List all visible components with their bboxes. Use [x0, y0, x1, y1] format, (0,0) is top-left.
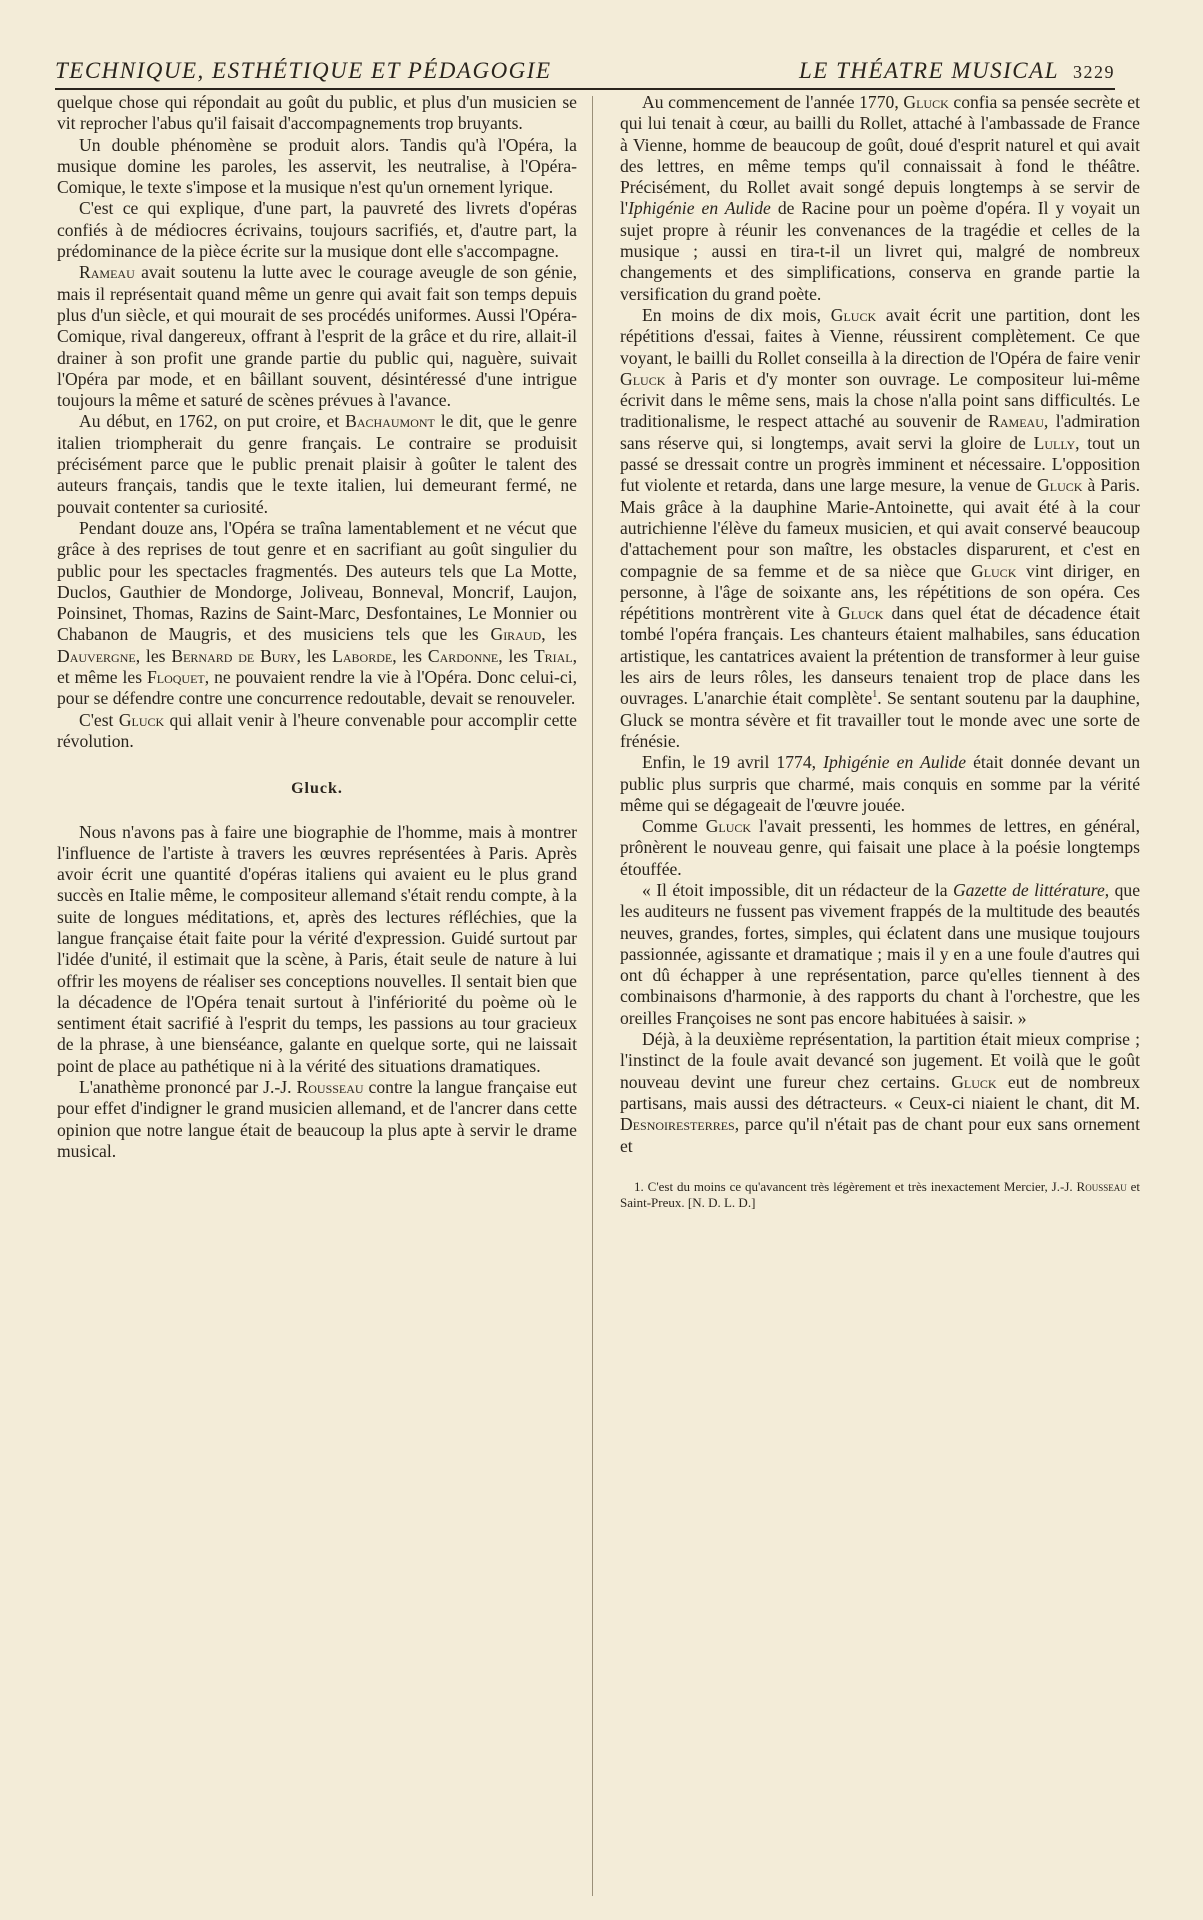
person-name: Laborde — [332, 645, 393, 666]
paragraph-text: Pendant douze ans, l'Opéra se traîna lamentablement et ne vécut que grâce à des reprises de tout genre et en sacrifiant au goût singulier du public pour les spectacles fragmentés. Des auteurs tels que La Motte, Duclos, Gauthier de Mondorge, Joliveau, Bonneval, Moncrif, Laujon, Poinsinet, Thomas, Razins de Saint-Marc, Desfontaines, Le Monnier ou Chabanon de Maugris, et des musiciens tels que les — [57, 517, 577, 645]
paragraph-text: à Paris et d'y monter son ouvrage. Le compositeur lui-même écrivit dans le même sens, mais la chose n'alla point sans difficultés. Le traditionalisme, le respect attaché au souvenir de — [620, 368, 1140, 432]
paragraph: Nous n'avons pas à faire une biographie de l'homme, mais à montrer l'influence de l'artiste à travers les œuvres représentées à Paris. Après avoir écrit une quantité d'opéras italiens qui avaient eu le plus grand succès en Italie même, le compositeur allemand s'était rendu compte, à la suite de longues méditations, et, après des lectures réfléchies, que la langue française était faite pour la vérité d'expression. Guidé surtout par l'idée d'unité, il estimait que la scène, à Paris, était seule de nature à lui offrir les moyens de réaliser ses conceptions nouvelles. Il sentait bien que la décadence de l'Opéra tenait surtout à l'infériorité du poème où le sentiment était sacrifié à l'esprit du temps, les passions au tour gracieux de la phrase, à une bienséance, galante en quelque sorte, qui ne laissait point de place au pathétique ni à la vérité des situations dramatiques. — [57, 821, 577, 1076]
paragraph-text: l'avait pressenti, les hommes de lettres, en général, prônèrent le nouveau genre, qui faisait une place à la poésie longtemps étouffée. — [620, 816, 1140, 879]
person-name: Rousseau — [296, 1077, 364, 1098]
paragraph-text: , les — [541, 624, 577, 645]
paragraph: quelque chose qui répondait au goût du public, et plus d'un musicien se vit reprocher l'abus qu'il faisait d'accompagnements trop bruyants. — [57, 92, 577, 134]
paragraph-text: Comme — [642, 816, 706, 837]
paragraph: Un double phénomène se produit alors. Tandis qu'à l'Opéra, la musique domine les paroles, les asservit, les neutralise, à l'Opéra-Comique, le texte s'impose et la musique n'est qu'un ornement lyrique. — [57, 134, 577, 198]
person-name: Gluck — [830, 304, 877, 325]
person-name: Gluck — [1037, 475, 1083, 496]
paragraph-text: . Se sentant soutenu par la dauphine, Gluck se montra sévère et fit travailler tout le monde avec une sorte de frénésie. — [620, 688, 1140, 751]
paragraph-text: Au commencement de l'année 1770, — [642, 92, 904, 112]
paragraph — [57, 710, 577, 753]
person-name: Desnoiresterres — [620, 1114, 735, 1135]
column-divider — [592, 96, 593, 1896]
paragraph-text: Au début, en 1762, on put croire, et — [79, 411, 346, 432]
section-heading: Gluck. — [291, 780, 343, 798]
person-name: Gluck — [118, 709, 165, 730]
paragraph-text: à Paris. Mais grâce à la dauphine Marie-Antoinette, qui avait été à la cour autrichienne l'élève du fameux musicien, et qui avait conservé beaucoup d'attachement pour son maître, les obstacles disparurent, et c'est en compagnie de sa femme et de sa nièce que — [620, 475, 1140, 581]
header-rule — [55, 88, 1115, 90]
paragraph-text: C'est — [79, 709, 119, 730]
paragraph-text: , les — [498, 645, 534, 666]
person-name: Gluck — [970, 560, 1017, 581]
left-column — [57, 92, 577, 1162]
paragraph-text: était donnée devant un public plus surpris que charmé, mais conquis en somme par la vérité même qui se dégageait de l'œuvre jouée. — [620, 752, 1141, 815]
paragraph — [620, 1029, 1140, 1157]
person-name: Gluck — [951, 1071, 997, 1092]
footnote-marker[interactable]: 1 — [872, 689, 878, 701]
person-name: Gluck — [620, 368, 666, 389]
paragraph — [620, 92, 1140, 305]
paragraph-text: , parce qu'il n'était pas de chant pour eux sans ornement et — [620, 1114, 1140, 1156]
paragraph-text: , les — [296, 645, 333, 666]
paragraph-text: contre la langue française eut pour effet d'indigner le grand musicien allemand, et de l'ancrer dans cette opinion que notre langue était de beaucoup la plus apte à servir le drame musical. — [57, 1077, 577, 1161]
paragraph — [620, 305, 1140, 752]
paragraph: C'est ce qui explique, d'une part, la pauvreté des livrets d'opéras confiés à de médiocres écrivains, toujours sacrifiés, et, d'autre part, la prédominance de la pièce écrite sur la musique dont elle s'accompagne. — [57, 198, 577, 262]
person-name: Gluck — [903, 92, 949, 112]
paragraph — [57, 411, 577, 517]
person-name: Bachaumont — [345, 411, 435, 432]
header-right-text: LE THÉATRE MUSICAL — [799, 58, 1059, 83]
paragraph-text: L'anathème prononcé par J.-J. — [79, 1077, 297, 1098]
person-name: Lully — [1033, 432, 1076, 453]
footnote-text: et Saint-Preux. [N. D. L. D.] — [620, 1178, 1140, 1210]
person-name: Rameau — [988, 411, 1044, 432]
paragraph — [57, 1077, 577, 1162]
header-left-title: TECHNIQUE, ESTHÉTIQUE ET PÉDAGOGIE — [55, 58, 552, 83]
paragraph-text: , ne pouvaient rendre la vie à l'Opéra. Donc celui-ci, pour se défendre contre une concurrence redoutable, devait se renouveler. — [57, 667, 577, 709]
paragraph-text: , les — [135, 645, 172, 666]
paragraph — [57, 518, 577, 710]
paragraph-text: , l'admiration sans réserve qui, si longtemps, avait servi la gloire de — [620, 411, 1140, 453]
paragraph-text: vint diriger, en personne, à l'âge de soixante ans, les répétitions de son opéra. Ces répétitions montrèrent vite à — [620, 560, 1140, 624]
person-name: Cardonne — [427, 645, 499, 666]
paragraph-text: avait soutenu la lutte avec le courage aveugle de son génie, mais il représentait quand même un genre qui avait fait son temps depuis plus d'un siècle, et qui mourait de ses procédés uniformes. Aussi l'Opéra-Comique, rival dangereux, offrant à l'esprit de la grâce et du rire, allait-il drainer à son profit une grande partie du public qui, naguère, suivait l'Opéra par mode, et en bâillant souvent, désintéressé d'une intrigue toujours la même et saturé de scènes prévues à l'avance. — [57, 262, 577, 411]
paragraph — [57, 262, 577, 411]
paragraph-text: , les — [392, 645, 428, 666]
paragraph-text: Déjà, à la deuxième représentation, la partition était mieux comprise ; l'instinct de la foule avait devancé son jugement. Et voilà que le goût nouveau devint une fureur chez certains. — [620, 1029, 1140, 1092]
person-name: Rameau — [79, 262, 135, 283]
running-header — [55, 58, 1115, 88]
right-column — [620, 92, 1140, 1211]
paragraph-text: En moins de dix mois, — [642, 304, 831, 325]
paragraph-text: confia sa pensée secrète et qui lui tenait à cœur, au bailli du Rollet, attaché à l'ambassade de France à Vienne, homme de beaucoup de goût, doué d'esprit naturel et qui avait des lettres, en même temps qu'il connaissait à fond le théâtre. Précisément, du Rollet avait songé depuis longtemps à se servir de l' — [620, 92, 1140, 219]
paragraph — [620, 752, 1140, 816]
paragraph-text: dans quel état de décadence était tombé l'opéra français. Les chanteurs étaient malhabiles, sans éducation artistique, les cantatrices avaient la prétention de transformer à leur guise les airs de leurs rôles, les danseurs tenaient trop de place dans les ouvrages. L'anarchie était complète — [620, 603, 1140, 709]
footnote-text: 1. C'est du moins ce qu'avancent très légèrement et très inexactement Mercier, J.-J. — [634, 1178, 1077, 1194]
paragraph-text: , et même les — [57, 645, 578, 688]
work-title: Iphigénie en Aulide — [628, 198, 771, 219]
work-title: Iphigénie en Aulide — [823, 752, 967, 773]
person-name: Gluck — [838, 603, 884, 624]
paragraph-text: eut de nombreux partisans, mais aussi des détracteurs. « Ceux-ci niaient le chant, dit M. — [620, 1071, 1140, 1113]
person-name: Floquet — [146, 667, 205, 688]
person-name: Gluck — [705, 816, 752, 837]
paragraph-text: « Il étoit impossible, dit un rédacteur de la — [642, 879, 953, 900]
paragraph-text: , que les auditeurs ne fussent pas vivement frappés de la multitude des beautés neuves, grandes, fortes, simples, qui éclatent dans une musique toujours passionnée, agissante et dramatique ; mais il y en a une foule d'autres qui ont dû échapper à une représentation, parce qu'elles tiennent à des combinaisons d'harmonie, à des rapports du chant à l'orchestre, que les oreilles Françoises ne sont pas encore habituées à saisir. » — [620, 879, 1140, 1028]
footnote — [620, 1179, 1140, 1211]
person-name: Giraud — [490, 624, 542, 645]
person-name: Dauvergne — [57, 645, 136, 666]
paragraph-text: Enfin, le 19 avril 1774, — [642, 752, 824, 773]
person-name: Rousseau — [1076, 1178, 1127, 1194]
header-right-title — [799, 58, 1115, 84]
page-number: 3229 — [1073, 62, 1115, 82]
paragraph-text: avait écrit une partition, dont les répétitions d'essai, faites à Vienne, réussirent complètement. Ce que voyant, le bailli du Rollet conseilla à la direction de l'Opéra de faire venir — [620, 304, 1140, 368]
paragraph-text: , tout un passé se dressait contre un progrès imminent et nécessaire. L'opposition fut violente et retarda, dans une large mesure, la venue de — [620, 432, 1140, 496]
paragraph-text: qui allait venir à l'heure convenable pour accomplir cette révolution. — [57, 709, 577, 751]
paragraph — [620, 880, 1140, 1029]
person-name: Bernard de Bury — [171, 645, 297, 666]
paragraph-text: de Racine pour un poème d'opéra. Il y voyait un sujet propre à réunir les convenances de la tragédie et celles de la musique ; aussi en tira-t-il un livret qui, malgré de nombreux changements et des simplifications, conserva en grande partie la versification du grand poète. — [620, 198, 1140, 304]
paragraph-text: le dit, que le genre italien triompherait du genre français. Le contraire se produisit précisément parce que le public prenait plaisir à goûter le talent des auteurs français, tandis que le texte italien, lui demeurant fermé, ne pouvait contenter sa curiosité. — [57, 411, 577, 517]
publication-title: Gazette de littérature — [952, 879, 1105, 900]
paragraph — [620, 816, 1140, 880]
person-name: Trial — [533, 645, 573, 666]
